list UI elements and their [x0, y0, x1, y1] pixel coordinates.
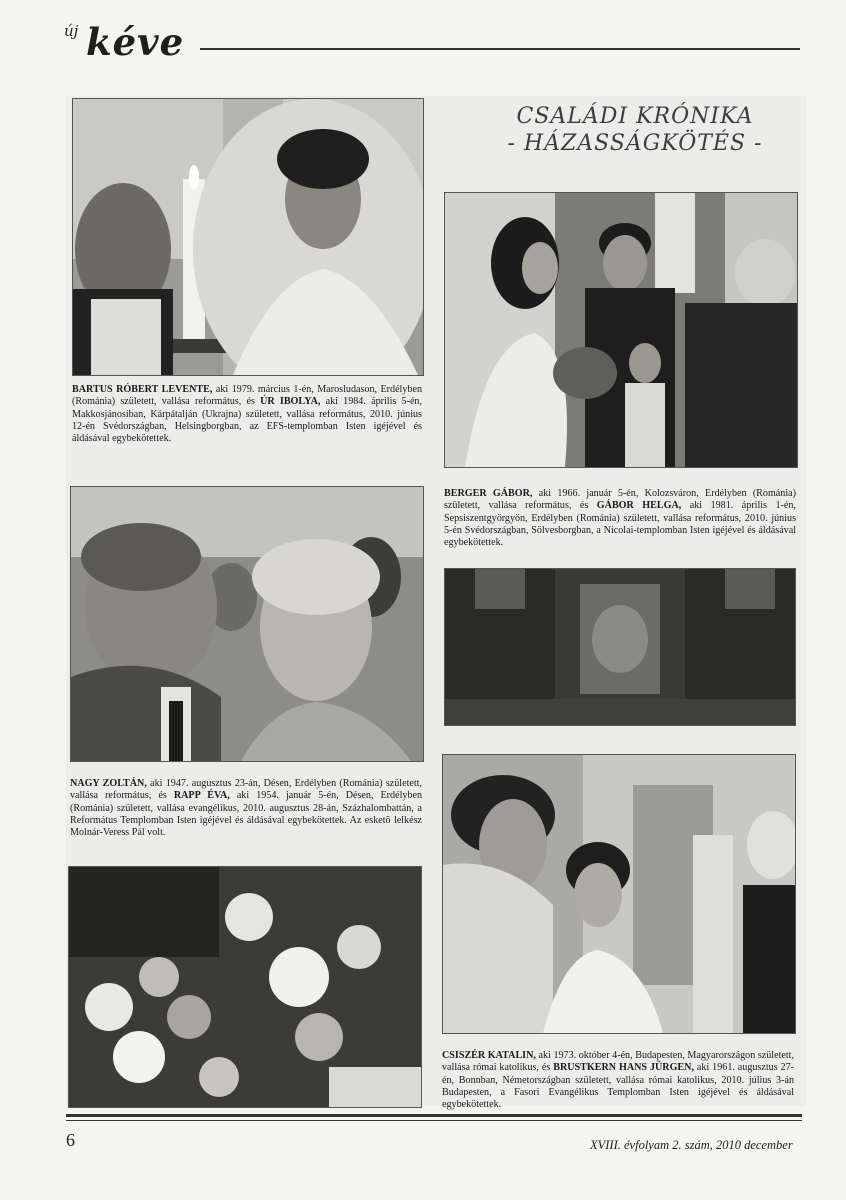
caption-csiszer: [442, 1050, 794, 1111]
caption-name: BERGER GÁBOR,: [444, 488, 533, 499]
heading-subtitle: - HÁZASSÁGKÖTÉS -: [507, 131, 763, 156]
caption-name: CSISZÉR KATALIN,: [442, 1050, 536, 1061]
caption-text: aki 1961. augusztus 27-én, Bonnban, Németországban született, vallása római katolikus, 2010. július 3-án Budapesten, a Fasori Evangélikus Templomban Isten igéjével és áldásával egybekötettek.: [442, 1062, 795, 1111]
caption-name: BRUSTKERN HANS JÜRGEN,: [553, 1062, 694, 1074]
caption-text: aki 1947. augusztus 23-án, Désen, Erdélyben (Románia) született, vallása református, és: [70, 778, 423, 802]
caption-name: RAPP ÉVA,: [173, 790, 230, 802]
masthead-uj: új: [64, 22, 79, 40]
heading-title: CSALÁDI KRÓNIKA: [516, 104, 754, 129]
page-number: 6: [66, 1130, 75, 1150]
flowers-photo: [68, 866, 422, 1108]
caption-text: aki 1954. január 5-én, Désen, Erdélyben (Románia) született, vallása evangélikus, 2010. augusztus 28-án, Százhalombattán, a Református Templomban Isten igéjével és áldásával egybekötettek. Az esketõ lelkész Molnár-Veress Pál volt.: [70, 790, 422, 839]
caption-name: NAGY ZOLTÁN,: [70, 778, 147, 789]
caption-nagy: [70, 778, 422, 839]
caption-text: aki 1973. október 4-én, Budapesten, Magyarországon született, vallása római katolikus, és: [442, 1050, 794, 1074]
caption-text: aki 1981. április 1-én, Sepsiszentgyörgyön, Erdélyben (Románia) született, vallása református, 2010. június 5-én Svédországban, Sölvesborgban, a Nicolai-templomban Isten igéjével és áldásával egybekötettek.: [444, 500, 796, 549]
caption-bartus: [72, 384, 422, 445]
footer-rule: [66, 1114, 802, 1117]
wedding-photo-bartus: [72, 98, 424, 376]
wedding-photo-csiszer: [442, 754, 796, 1034]
caption-name: ÚR IBOLYA,: [260, 396, 321, 408]
caption-name: BARTUS RÓBERT LEVENTE,: [72, 384, 213, 395]
header-rule: [200, 48, 800, 50]
caption-name: GÁBOR HELGA,: [596, 500, 682, 512]
caption-berger: [444, 488, 796, 549]
masthead-logo: kéve: [86, 20, 185, 64]
caption-text: aki 1984. április 5-én, Makkosjánosiban, Kárpátalján (Ukrajna) született, vallása református, 2010. június 12-én Svédországban, Helsingborgban, az EFS-templomban Isten igéjével és áldásával egybekötettek.: [72, 396, 422, 445]
caption-text: aki 1966. január 5-én, Kolozsváron, Erdélyben (Románia) született, vallása református, és: [444, 488, 796, 512]
caption-text: aki 1979. március 1-én, Marosludason, Erdélyben (Románia) született, vallása református, és: [72, 384, 422, 408]
issue-info: XVIII. évfolyam 2. szám, 2010 december: [590, 1138, 793, 1152]
footer-rule-thin: [66, 1120, 802, 1121]
wedding-photo-berger: [444, 192, 798, 468]
church-altar-photo: [444, 568, 796, 726]
wedding-photo-nagy: [70, 486, 424, 762]
section-heading: [440, 104, 830, 156]
